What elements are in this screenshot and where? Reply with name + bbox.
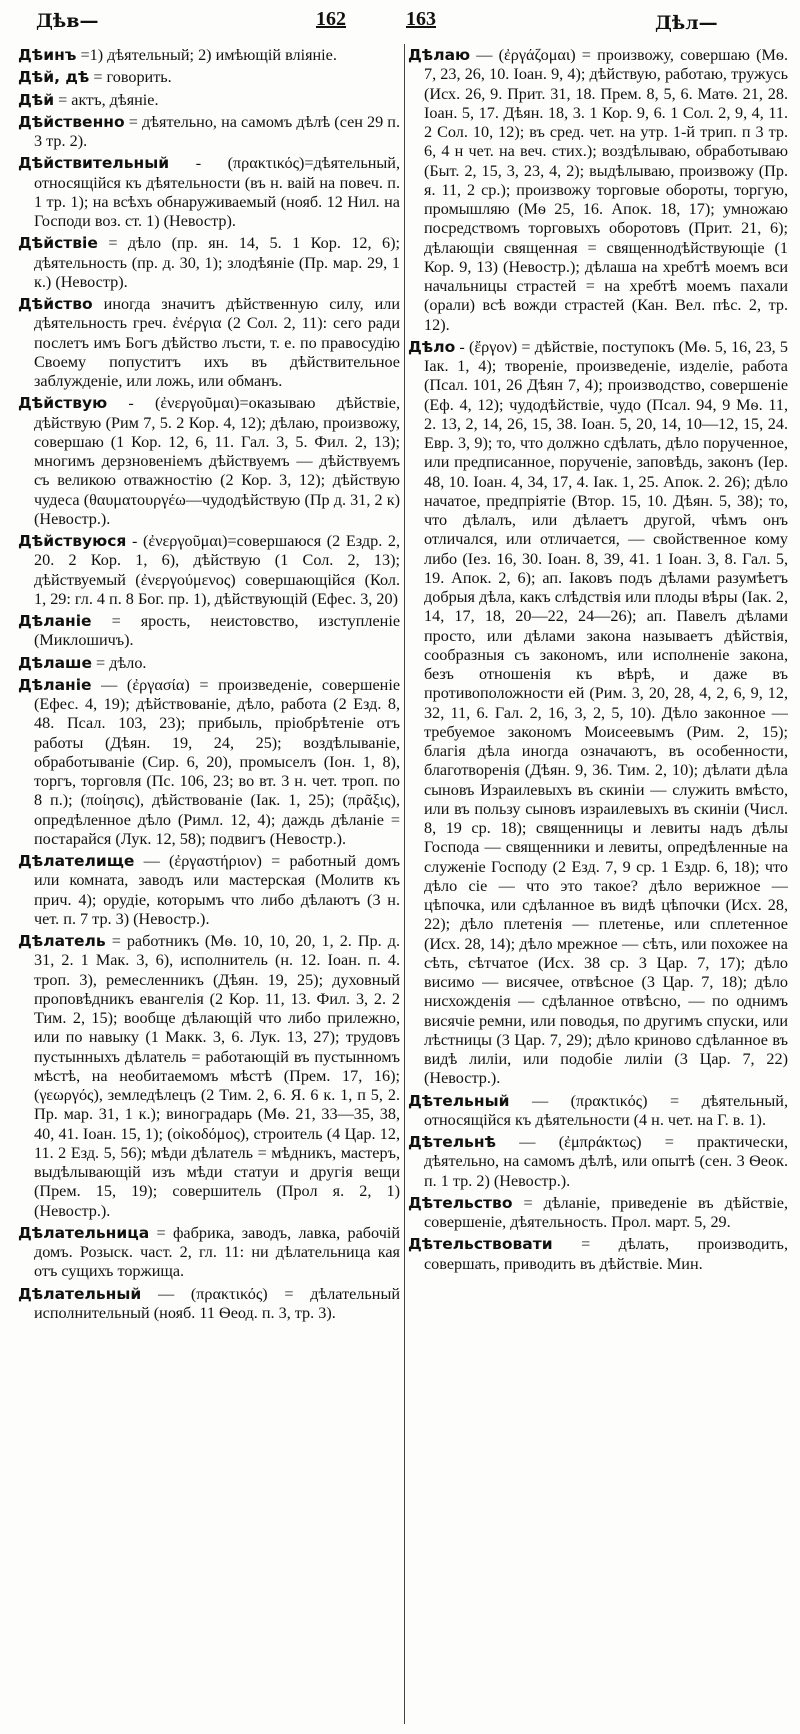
page-number-right: 163	[406, 8, 436, 30]
entry-headword: Дѣланіе	[18, 612, 92, 630]
dictionary-entry	[18, 234, 400, 292]
entry-definition: = дѣлать, производить, совершать, приводить въ дѣйствіе. Мин.	[424, 1235, 788, 1273]
entry-headword: Дѣлательный	[18, 1284, 142, 1303]
page-header	[0, 0, 800, 42]
entry-definition: = дѣятельно, на самомъ дѣлѣ (сен 29 п. 3 тр. 2).	[34, 112, 401, 150]
entry-headword: Дѣлаше	[18, 653, 92, 672]
dictionary-entry	[18, 852, 400, 929]
dictionary-entry	[18, 295, 400, 391]
entry-headword: Дѣлатель	[18, 932, 106, 950]
entry-definition: =1) дѣятельный; 2) имѣющій вліяніе.	[80, 46, 337, 64]
entry-definition: - (ἔργον) = дѣйствіе, поступокъ (Мѳ. 5, 16, 23, 5 Iак. 1, 4); твореніе, произведеніе, изделіе, работа (Псал. 101, 26 Дѣян 7, 4); производство, совершеніе (Еф. 4, 12); чудодѣйствіе, чудо (Псал. 94, 9 Мѳ. 11, 2. 13, 2, 14, 26, 15, 38. Іоан. 5, 20, 14, 10—12, 15, 24. Евр. 3, 9); то, что должно сдѣлать, дѣло порученное, или предписанное, порученіе, заповѣдь, законъ (Іер. 48, 10. Іоан. 4, 34, 17, 4. Iак. 1, 25. Апок. 2. 26); дѣло начатое, предпріятіе (Втор. 15, 10. Дѣян. 5, 38); то, что дѣлалъ, или дѣлаетъ другой, чѣмъ онъ отличался, или отличается, — свойственное кому либо (Iез. 16, 30. Іоан. 8, 39, 41. 1 Іоан. 3, 8. Гал. 5, 19. Апок. 2, 6); ап. Iаковъ подъ дѣлами разумѣетъ добрыя дѣла, какъ слѣдствія или плоды вѣры (Iак. 2, 14, 17, 18, 20—22, 24—26); ап. Павелъ дѣлами просто, или дѣлами закона называетъ дѣйствія, сообразныя съ закономъ, или исполненіе закона, безъ отношенія къ вѣрѣ, и даже въ противоположности ей (Рим. 3, 20, 28, 4, 2, 6, 9, 12, 32, 11, 6. Гал. 2, 16, 3, 2, 5, 10). Дѣло законное — требуемое закономъ Моисеевымъ (Рим. 2, 15); благія дѣла иногда означаютъ, въ особенности, благотворенія (Дѣян. 9, 36. Тим. 2, 10); дѣлати дѣла сыновъ Израилевыхъ въ скиніи — служить вмѣсто, или въ пользу сыновъ израилевыхъ въ скиніи (Числ. 8, 19 ср. 18); священницы и левиты надъ дѣлы Господа — священники и левиты, опредѣленные на служеніе Господу (2 Езд. 7, 9 ср. 1 Ездр. 6, 18); что дѣло сіе — что это такое? дѣло верижное — цѣпочка, или сдѣланное въ видѣ цѣпочки (Исх. 28, 22); дѣло плетенія — плетенье, или сплетенное (Исх. 28, 14); дѣло мрежное — сѣть, или похожее на сѣть, сѣтчатое (Исх. 38 ср. 3 Цар. 7, 17); дѣло висимо — висячее, отвѣсное (3 Цар. 7, 18); дѣло нисхожденія — сдѣланное отвѣсно, — по однимъ висячіе ремни, или поводья, по другимъ спуски, или лѣстницы (3 Цар. 7, 29); дѣло криново сдѣланное въ видѣ лиліи, или подобіе лиліи (3 Цар. 7, 22) (Невостр.).	[424, 337, 789, 1088]
dictionary-entry	[408, 1194, 788, 1233]
right-column	[408, 46, 788, 1277]
dictionary-entry	[18, 932, 400, 1221]
entry-headword: Дѣйствую	[18, 394, 108, 413]
entry-definition: - (ἐνεργοῦμαι)=совершаюся (2 Ездр. 2, 20. 2 Кор. 1, 6), дѣйствую (1 Сол. 2, 13); дѣйствуемый (ἐνεργούμενος) совершающійся (Кол. 1, 29: гл. 4 п. 8 Бог. пр. 1), дѣйствующій (Ефес. 3, 20)	[34, 532, 401, 608]
entry-headword: Дѣлательница	[18, 1223, 150, 1242]
entry-headword: Дѣтельнѣ	[408, 1133, 496, 1151]
entry-headword: Дѣй	[18, 90, 55, 109]
entry-headword: Дѣйство	[18, 295, 93, 313]
page-number-left: 162	[316, 8, 346, 30]
entry-definition: = дѣланіе, приведеніе въ дѣйствіе, совершеніе, дѣятельность. Прол. март. 5, 29.	[424, 1193, 788, 1231]
dictionary-entry	[408, 1092, 788, 1131]
running-head-right: Дѣл—	[655, 12, 718, 34]
dictionary-entry	[18, 154, 400, 231]
dictionary-entry	[408, 338, 788, 1089]
dictionary-entry	[18, 532, 400, 609]
dictionary-entry	[18, 612, 400, 651]
entry-headword: Дѣйствіе	[18, 234, 98, 253]
entry-headword: Дѣлателище	[18, 852, 135, 870]
entry-headword: Дѣинъ	[18, 46, 77, 64]
entry-definition: — (ἐμπράκτως) = практически, дѣятельно, на самомъ дѣлѣ, или опытѣ (сен. 3 Ѳеок. п. 1 тр. 2) (Невостр.).	[424, 1133, 788, 1190]
entry-headword: Дѣланіе	[18, 675, 92, 694]
dictionary-entry	[18, 1224, 400, 1282]
entry-headword: Дѣйствуюся	[18, 532, 127, 550]
entry-definition: = дѣло.	[96, 653, 147, 672]
dictionary-entry	[408, 46, 788, 335]
dictionary-entry	[408, 1133, 788, 1191]
column-divider	[404, 44, 405, 1724]
running-head-left: Дѣв—	[36, 10, 99, 32]
dictionary-entry	[18, 46, 400, 65]
dictionary-entry	[18, 113, 400, 152]
entry-definition: = ярость, неистовство, изступленіе (Миклошичъ).	[34, 612, 401, 650]
entry-definition: — (ἐργάζομαι) = произвожу, совершаю (Мѳ. 7, 23, 26, 10. Іоан. 9, 4); дѣйствую, работаю, тружусь (Исх. 26, 9. Прит. 31, 18. Прем. 8, 5, 6. Матѳ. 21, 28. Іоан. 5, 17. Дѣян. 18, 3. 1 Кор. 9, 6. 1 Сол. 2, 9, 4, 11. 2 Сол. 10, 12); въ сред. чет. на утр. 1-й трип. п 3 тр. 6, 4 н чет. на веч. стих.); воздѣлываю, обработываю (Быт. 2, 15, 3, 23, 4, 2); выдѣлываю, произвожу (Пр. я. 11, 2 ср.); произвожу торговые обороты, торгую, промышляю (Мѳ 25, 16. Апок. 18, 17); умножаю посредствомъ торговыхъ оборотовъ (Прит. 21, 6); дѣлающіи священная = священнодѣйствующіе (1 Кор. 9, 13) (Невостр.); дѣлаша на хребтѣ моемъ вси начальницы страстей = на хребтѣ моемъ пахали (орали) всѣ вожди страстей (Кан. Вел. пѣс. 2, тр. 12).	[424, 46, 788, 334]
entry-definition: — (ἐργασία) = произведеніе, совершеніе (Ефес. 4, 19); дѣйствованіе, дѣло, работа (2 Езд. 8, 48. Псал. 103, 23); прибыль, пріобрѣтеніе отъ работы (Дѣян. 19, 24, 25); воздѣлываніе, обработываніе (Сир. 6, 20), промыселъ (Іон. 1, 8), торгъ, торговля (Пс. 106, 23; во вт. 3 н. чет. троп. по 8 п.); (ποίησις), дѣйствованіе (Iак. 1, 25); (πρᾶξις), опредѣленное дѣло (Римл. 12, 4); даждь дѣланіе = постарайся (Лук. 12, 58); подвигъ (Невостр.).	[34, 675, 401, 848]
entry-headword: Дѣй, дѣ	[18, 68, 90, 87]
entry-headword: Дѣйствительный	[18, 154, 170, 173]
dictionary-entry	[18, 68, 400, 87]
entry-definition: = дѣло (пр. ян. 14, 5. 1 Кор. 12, 6); дѣятельность (пр. д. 30, 1); злодѣяніе (Пр. мар. 29, 1 к.) (Невостр).	[34, 234, 400, 291]
entry-definition: иногда значитъ дѣйственную силу, или дѣятельность греч. ἐνέργια (2 Сол. 2, 11): сего ради послетъ имъ Богъ дѣйство лъсти, т. е. по правосудію Своему попуститъ ихъ въ дѣйствительное заблужденіе, или ложь, или обманъ.	[34, 295, 400, 390]
entry-definition: = работникъ (Мѳ. 10, 10, 20, 1, 2. Пр. д. 31, 2. 1 Мак. 3, 6), исполнитель (н. 12. Іоан. п. 4. троп. 3), ремесленникъ (Дѣян. 19, 25); духовный проповѣдникъ евангелія (2 Кор. 11, 13. Фил. 3, 2. 2 Тим. 2, 15); вообще дѣлающій что либо прилежно, или по навыку (1 Макк. 3, 6. Лук. 13, 27); трудовъ пустынныхъ дѣлатель = работающій въ пустынномъ мѣстѣ, на необитаемомъ мѣстѣ (Прем. 17, 16); (γεωργός), земледѣлецъ (2 Тим. 2, 6. Я. 6 к. 1, п 5, 2. Пр. мар. 31, 1 к.); виноградарь (Мѳ. 21, 33—35, 38, 40, 41. Іоан. 15, 1); (οἰκοδόμος), строитель (4 Цар. 12, 11. 2 Езд. 5, 56); мѣди дѣлатель = мѣдникъ, мастеръ, выдѣлывающій изъ мѣди статуи и другія вещи (Прем. 15, 19); совершитель (Прол я. 2, 1) (Невостр.).	[34, 932, 400, 1220]
dictionary-entry	[408, 1235, 788, 1274]
entry-headword: Дѣлаю	[408, 46, 471, 64]
entry-headword: Дѣло	[408, 337, 456, 356]
entry-definition: — (πρακτικός) = дѣятельный, относящійся къ дѣятельности (4 н. чет. на Г. в. 1).	[424, 1091, 789, 1129]
entry-definition: — (ἐργαστήριον) = работный домъ или комната, заводъ или мастерская (Молитв къ прич. 4); орудіе, которымъ что либо дѣлаютъ (3 н. чет. п. 7 тр. 3) (Невостр.).	[34, 852, 400, 928]
dictionary-entry	[18, 394, 400, 529]
entry-definition: - (πρακτικός)=дѣятельный, относящійся къ дѣятельности (въ н. ваій на повеч. п. 1 тр. 1); на всѣхъ обнаруживаемый (нояб. 12 Нил. на Господи воз. ст. 1) (Невостр).	[34, 154, 401, 230]
dictionary-entry	[18, 1285, 400, 1324]
entry-headword: Дѣтельство	[408, 1193, 513, 1212]
entry-definition: = говорить.	[93, 68, 172, 87]
entry-definition: - (ἐνεργοῦμαι)=оказываю дѣйствіе, дѣйствую (Рим 7, 5. 2 Кор. 4, 12); дѣлаю, произвожу, совершаю (1 Кор. 12, 6, 11. Гал. 3, 5. Фил. 2, 13); многимъ дерзновеніемъ дѣйствуемъ — дѣйствуемъ съ великою отважностію (2 Кор. 3, 12); дѣйствую чудеса (θαυματουργέω—чудодѣйствую (Пр д. 31, 2 к) (Невостр.).	[34, 394, 401, 528]
entry-headword: Дѣтельствовати	[408, 1235, 553, 1254]
left-column	[18, 46, 400, 1326]
entry-definition: = актъ, дѣяніе.	[58, 90, 159, 109]
entry-headword: Дѣйственно	[18, 112, 125, 131]
dictionary-entry	[18, 654, 400, 673]
entry-definition: = фабрика, заводъ, лавка, рабочій домъ. Розыск. част. 2, гл. 11: ни дѣлательница кая отъ сущихъ торжища.	[34, 1223, 401, 1281]
dictionary-entry	[18, 91, 400, 110]
dictionary-entry	[18, 676, 400, 849]
entry-definition: — (πρακτικός) = дѣлательный исполнительный (нояб. 11 Ѳеод. п. 3, тр. 3).	[34, 1284, 400, 1322]
entry-headword: Дѣтельный	[408, 1091, 510, 1110]
